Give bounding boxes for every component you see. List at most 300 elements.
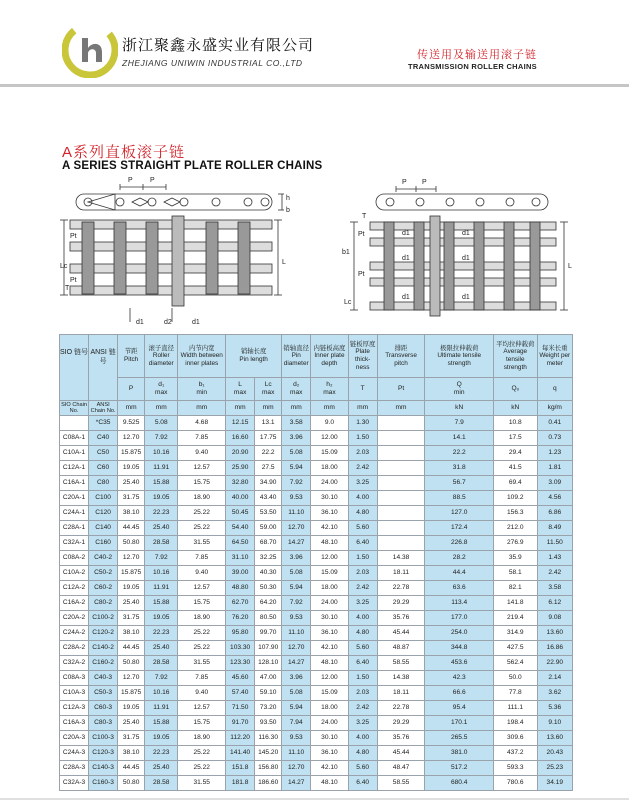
table-cell: 314.9: [493, 626, 537, 641]
table-row: [60, 581, 573, 596]
table-cell: [377, 446, 425, 461]
table-cell: 25.40: [145, 521, 178, 536]
table-cell: C28A-3: [60, 761, 89, 776]
table-cell: 141.40: [226, 746, 255, 761]
table-cell: 29.4: [493, 446, 537, 461]
table-cell: 19.05: [145, 491, 178, 506]
chain-diagram-right: [340, 178, 575, 334]
table-cell: 95.80: [226, 626, 255, 641]
table-cell: 25.22: [178, 626, 226, 641]
table-cell: [377, 506, 425, 521]
table-cell: 18.90: [178, 611, 226, 626]
table-cell: 20.90: [226, 446, 255, 461]
table-cell: 9.0: [311, 416, 348, 431]
table-cell: 77.8: [493, 686, 537, 701]
table-cell: 198.4: [493, 716, 537, 731]
diagram-label: Lc: [344, 299, 352, 306]
table-cell: 42.10: [311, 641, 348, 656]
table-cell: C50-3: [89, 686, 118, 701]
table-cell: 25.22: [178, 641, 226, 656]
table-cell: C16A-3: [60, 716, 89, 731]
col-symbol: h₂ max: [311, 378, 348, 401]
diagram-label: d1: [462, 255, 470, 262]
table-cell: 107.90: [255, 641, 282, 656]
table-cell: C80-3: [89, 716, 118, 731]
table-cell: 29.29: [377, 716, 425, 731]
table-cell: 31.75: [118, 611, 145, 626]
table-cell: 344.8: [425, 641, 494, 656]
table-cell: C60-2: [89, 581, 118, 596]
diagram-label: b1: [342, 249, 350, 256]
table-cell: 0.73: [537, 431, 572, 446]
table-cell: 22.2: [425, 446, 494, 461]
table-cell: 9.40: [178, 686, 226, 701]
table-cell: 15.875: [118, 566, 145, 581]
table-cell: C80-2: [89, 596, 118, 611]
table-cell: 427.5: [493, 641, 537, 656]
table-cell: 12.15: [226, 416, 255, 431]
table-row: [60, 641, 573, 656]
table-cell: 219.4: [493, 611, 537, 626]
table-cell: 2.03: [348, 566, 377, 581]
col-header: 滚子直径 Roller diameter: [145, 335, 178, 378]
table-cell: 15.88: [145, 596, 178, 611]
table-cell: C50: [89, 446, 118, 461]
table-cell: C160-2: [89, 656, 118, 671]
table-cell: 82.1: [493, 581, 537, 596]
diagram-label: d1: [402, 294, 410, 301]
table-cell: 3.96: [282, 551, 311, 566]
table-cell: 35.76: [377, 611, 425, 626]
table-cell: [377, 521, 425, 536]
table-cell: 2.42: [348, 461, 377, 476]
col-header: 极限拉伸载荷 Ultimate tensile strength: [425, 335, 494, 378]
table-cell: 123.30: [226, 656, 255, 671]
table-cell: 12.70: [118, 671, 145, 686]
table-cell: 4.80: [348, 626, 377, 641]
table-cell: 50.80: [118, 656, 145, 671]
table-cell: 128.10: [255, 656, 282, 671]
table-cell: 15.875: [118, 446, 145, 461]
table-cell: 14.27: [282, 536, 311, 551]
table-cell: C160-3: [89, 776, 118, 791]
table-cell: 177.0: [425, 611, 494, 626]
diagram-label: P: [402, 179, 407, 186]
table-cell: 45.44: [377, 746, 425, 761]
table-cell: 31.10: [226, 551, 255, 566]
table-row: [60, 611, 573, 626]
table-cell: C140: [89, 521, 118, 536]
table-cell: C40: [89, 431, 118, 446]
table-cell: 11.91: [145, 461, 178, 476]
table-cell: 15.09: [311, 446, 348, 461]
table-cell: 48.80: [226, 581, 255, 596]
table-cell: 42.3: [425, 671, 494, 686]
table-cell: *C35: [89, 416, 118, 431]
table-cell: 44.4: [425, 566, 494, 581]
table-cell: 170.1: [425, 716, 494, 731]
diagram-label: d1: [402, 230, 410, 237]
table-cell: C60: [89, 461, 118, 476]
table-cell: 62.70: [226, 596, 255, 611]
table-cell: 50.30: [255, 581, 282, 596]
table-cell: 15.09: [311, 566, 348, 581]
col-symbol: L max: [226, 378, 255, 401]
table-cell: C120: [89, 506, 118, 521]
table-row: [60, 521, 573, 536]
table-cell: 95.4: [425, 701, 494, 716]
table-cell: 309.6: [493, 731, 537, 746]
table-cell: 127.0: [425, 506, 494, 521]
table-cell: 15.09: [311, 686, 348, 701]
table-cell: 7.92: [145, 551, 178, 566]
table-cell: 27.5: [255, 461, 282, 476]
table-cell: 48.10: [311, 776, 348, 791]
spec-table: [59, 334, 573, 791]
table-cell: 30.10: [311, 731, 348, 746]
table-cell: 25.40: [145, 641, 178, 656]
diagram-label: d1: [462, 294, 470, 301]
table-cell: 18.90: [178, 491, 226, 506]
table-cell: C120-3: [89, 746, 118, 761]
table-cell: 36.10: [311, 506, 348, 521]
col-header: 内节内宽 Width between inner plates: [178, 335, 226, 378]
table-cell: 186.60: [255, 776, 282, 791]
table-cell: 5.36: [537, 701, 572, 716]
table-cell: 11.10: [282, 626, 311, 641]
table-cell: 226.8: [425, 536, 494, 551]
table-cell: 12.70: [118, 431, 145, 446]
table-cell: 43.40: [255, 491, 282, 506]
table-unit-row: [60, 401, 573, 416]
table-cell: 66.6: [425, 686, 494, 701]
table-cell: 40.00: [226, 491, 255, 506]
table-cell: 9.525: [118, 416, 145, 431]
table-cell: 48.10: [311, 656, 348, 671]
table-cell: 15.88: [145, 476, 178, 491]
table-cell: 30.10: [311, 491, 348, 506]
table-cell: C16A-1: [60, 476, 89, 491]
diagram-label: L: [282, 259, 286, 266]
table-row: [60, 476, 573, 491]
table-cell: 5.60: [348, 761, 377, 776]
table-cell: 381.0: [425, 746, 494, 761]
table-cell: 38.10: [118, 506, 145, 521]
diagram-label: d1: [402, 255, 410, 262]
table-cell: [377, 536, 425, 551]
table-cell: 7.85: [178, 431, 226, 446]
col-unit: mm: [118, 401, 145, 416]
table-cell: 680.4: [425, 776, 494, 791]
table-cell: [60, 416, 89, 431]
col-symbol: Pt: [377, 378, 425, 401]
table-cell: 25.40: [118, 596, 145, 611]
table-cell: 40.30: [255, 566, 282, 581]
table-cell: 141.8: [493, 596, 537, 611]
table-cell: 32.80: [226, 476, 255, 491]
table-cell: 25.90: [226, 461, 255, 476]
table-cell: 35.9: [493, 551, 537, 566]
table-cell: 44.45: [118, 641, 145, 656]
col-symbol: Q min: [425, 378, 494, 401]
table-cell: [377, 476, 425, 491]
table-cell: 4.00: [348, 491, 377, 506]
table-cell: C32A-2: [60, 656, 89, 671]
table-cell: 57.40: [226, 686, 255, 701]
table-cell: 31.75: [118, 731, 145, 746]
table-row: [60, 491, 573, 506]
table-cell: 15.88: [145, 716, 178, 731]
table-cell: 5.08: [282, 446, 311, 461]
sio-header-cn: SIO 链号: [60, 335, 89, 401]
table-cell: 4.68: [178, 416, 226, 431]
table-cell: [377, 431, 425, 446]
table-cell: 2.42: [348, 581, 377, 596]
table-cell: C60-3: [89, 701, 118, 716]
table-cell: 22.78: [377, 581, 425, 596]
table-cell: [377, 491, 425, 506]
table-cell: 39.00: [226, 566, 255, 581]
table-cell: 3.25: [348, 596, 377, 611]
table-cell: 181.8: [226, 776, 255, 791]
table-cell: C16A-2: [60, 596, 89, 611]
table-cell: C100: [89, 491, 118, 506]
table-cell: 68.70: [255, 536, 282, 551]
table-cell: 30.10: [311, 611, 348, 626]
product-title-cn: 传送用及输送用滚子链: [417, 49, 537, 61]
table-cell: 1.43: [537, 551, 572, 566]
table-cell: 13.1: [255, 416, 282, 431]
diagram-label: P: [128, 177, 133, 184]
table-cell: 15.75: [178, 716, 226, 731]
table-cell: 7.85: [178, 671, 226, 686]
table-cell: 7.92: [282, 476, 311, 491]
table-cell: 28.58: [145, 776, 178, 791]
table-cell: 16.60: [226, 431, 255, 446]
table-cell: 109.2: [493, 491, 537, 506]
table-cell: 73.20: [255, 701, 282, 716]
table-cell: 31.75: [118, 491, 145, 506]
table-cell: 5.08: [282, 566, 311, 581]
col-unit: mm: [145, 401, 178, 416]
table-cell: 112.20: [226, 731, 255, 746]
table-cell: 12.00: [311, 551, 348, 566]
table-cell: 3.25: [348, 476, 377, 491]
table-cell: 3.09: [537, 476, 572, 491]
table-cell: 22.2: [255, 446, 282, 461]
table-cell: 2.03: [348, 446, 377, 461]
table-cell: 19.05: [145, 731, 178, 746]
table-cell: 48.10: [311, 536, 348, 551]
diagram-label: d1: [136, 319, 144, 326]
table-cell: C40-2: [89, 551, 118, 566]
table-cell: C08A-1: [60, 431, 89, 446]
table-cell: C120-2: [89, 626, 118, 641]
col-header: 排距 Transverse pitch: [377, 335, 425, 378]
table-cell: 25.22: [178, 746, 226, 761]
table-cell: 63.6: [425, 581, 494, 596]
table-cell: 25.22: [178, 521, 226, 536]
table-cell: 3.96: [282, 431, 311, 446]
table-cell: 32.25: [255, 551, 282, 566]
table-row: [60, 596, 573, 611]
table-cell: 2.03: [348, 686, 377, 701]
table-cell: [377, 416, 425, 431]
table-cell: 69.4: [493, 476, 537, 491]
table-cell: 28.58: [145, 656, 178, 671]
table-cell: 12.57: [178, 701, 226, 716]
table-cell: C08A-3: [60, 671, 89, 686]
table-cell: 453.6: [425, 656, 494, 671]
table-cell: C24A-1: [60, 506, 89, 521]
table-cell: 5.08: [145, 416, 178, 431]
col-unit: kN: [493, 401, 537, 416]
table-cell: 48.47: [377, 761, 425, 776]
col-unit: mm: [282, 401, 311, 416]
table-cell: 9.53: [282, 731, 311, 746]
table-cell: 11.10: [282, 506, 311, 521]
table-cell: 18.00: [311, 461, 348, 476]
col-symbol: d₁ max: [145, 378, 178, 401]
table-cell: C10A-1: [60, 446, 89, 461]
page-header: [0, 0, 629, 88]
table-cell: 41.5: [493, 461, 537, 476]
table-cell: 59.00: [255, 521, 282, 536]
table-row: [60, 431, 573, 446]
table-cell: 9.53: [282, 491, 311, 506]
table-cell: 562.4: [493, 656, 537, 671]
table-cell: 5.94: [282, 701, 311, 716]
table-cell: 25.40: [118, 476, 145, 491]
ansi-header-cn: ANSI 链号: [89, 335, 118, 401]
table-cell: 18.90: [178, 731, 226, 746]
table-cell: 24.00: [311, 596, 348, 611]
table-cell: 12.70: [282, 761, 311, 776]
table-cell: 12.00: [311, 671, 348, 686]
company-name-cn: 浙江聚鑫永盛实业有限公司: [122, 37, 315, 54]
table-cell: 25.22: [178, 761, 226, 776]
table-cell: 12.57: [178, 461, 226, 476]
company-name-en: ZHEJIANG UNIWIN INDUSTRIAL CO.,LTD: [122, 58, 303, 68]
table-symbol-row: [60, 378, 573, 401]
table-row: [60, 686, 573, 701]
table-cell: 7.94: [282, 716, 311, 731]
table-cell: 11.50: [537, 536, 572, 551]
table-cell: 34.19: [537, 776, 572, 791]
table-cell: 3.62: [537, 686, 572, 701]
table-cell: 18.11: [377, 686, 425, 701]
table-cell: 5.60: [348, 521, 377, 536]
table-cell: 1.81: [537, 461, 572, 476]
diagram-label: Pt: [70, 277, 77, 284]
table-cell: 31.55: [178, 776, 226, 791]
section-title-cn: A系列直板滚子链: [62, 144, 186, 161]
table-cell: 4.00: [348, 731, 377, 746]
table-row: [60, 776, 573, 791]
table-row: [60, 551, 573, 566]
table-row: [60, 701, 573, 716]
table-cell: 14.38: [377, 551, 425, 566]
table-cell: 0.41: [537, 416, 572, 431]
table-cell: C50-2: [89, 566, 118, 581]
table-row: [60, 746, 573, 761]
table-cell: C24A-2: [60, 626, 89, 641]
table-row: [60, 671, 573, 686]
table-cell: C20A-2: [60, 611, 89, 626]
table-row: [60, 536, 573, 551]
table-cell: C160: [89, 536, 118, 551]
table-cell: 13.60: [537, 731, 572, 746]
table-cell: C80: [89, 476, 118, 491]
diagram-label: Pt: [358, 231, 365, 238]
table-cell: 437.2: [493, 746, 537, 761]
table-cell: 50.45: [226, 506, 255, 521]
table-cell: 3.96: [282, 671, 311, 686]
diagram-label: Lc: [60, 263, 68, 270]
table-cell: 18.11: [377, 566, 425, 581]
col-header: 节距 Pitch: [118, 335, 145, 378]
table-cell: C24A-3: [60, 746, 89, 761]
diagram-label: Pt: [70, 233, 77, 240]
table-cell: 9.10: [537, 716, 572, 731]
table-cell: 15.75: [178, 596, 226, 611]
table-cell: 50.80: [118, 776, 145, 791]
col-header: 每米长重 Weight per meter: [537, 335, 572, 378]
col-unit: mm: [311, 401, 348, 416]
table-cell: 93.50: [255, 716, 282, 731]
table-cell: 50.80: [118, 536, 145, 551]
table-cell: 45.60: [226, 671, 255, 686]
table-cell: 5.94: [282, 461, 311, 476]
table-cell: 34.90: [255, 476, 282, 491]
col-symbol: Qₒ: [493, 378, 537, 401]
table-cell: 4.80: [348, 506, 377, 521]
table-cell: C28A-1: [60, 521, 89, 536]
table-cell: 58.55: [377, 776, 425, 791]
table-cell: 19.05: [118, 581, 145, 596]
table-cell: 10.16: [145, 686, 178, 701]
col-symbol: q: [537, 378, 572, 401]
table-cell: 42.10: [311, 521, 348, 536]
table-cell: 11.10: [282, 746, 311, 761]
table-cell: 47.00: [255, 671, 282, 686]
table-cell: 99.70: [255, 626, 282, 641]
table-row: [60, 566, 573, 581]
header-divider: [0, 84, 629, 87]
col-unit: mm: [178, 401, 226, 416]
table-cell: 22.23: [145, 626, 178, 641]
table-cell: 25.40: [145, 761, 178, 776]
table-cell: 58.1: [493, 566, 537, 581]
table-cell: 9.40: [178, 566, 226, 581]
col-header: 销轴直径 Pin diameter: [282, 335, 311, 378]
table-cell: 42.10: [311, 761, 348, 776]
table-cell: 7.92: [145, 671, 178, 686]
table-cell: 276.9: [493, 536, 537, 551]
table-cell: [377, 461, 425, 476]
table-cell: 113.4: [425, 596, 494, 611]
table-cell: 7.9: [425, 416, 494, 431]
table-cell: 15.875: [118, 686, 145, 701]
table-cell: 172.4: [425, 521, 494, 536]
chain-diagram-left: [60, 172, 300, 330]
table-cell: 517.2: [425, 761, 494, 776]
table-cell: 10.16: [145, 446, 178, 461]
table-cell: C12A-3: [60, 701, 89, 716]
table-cell: 64.50: [226, 536, 255, 551]
table-row: [60, 446, 573, 461]
table-cell: 1.50: [348, 431, 377, 446]
